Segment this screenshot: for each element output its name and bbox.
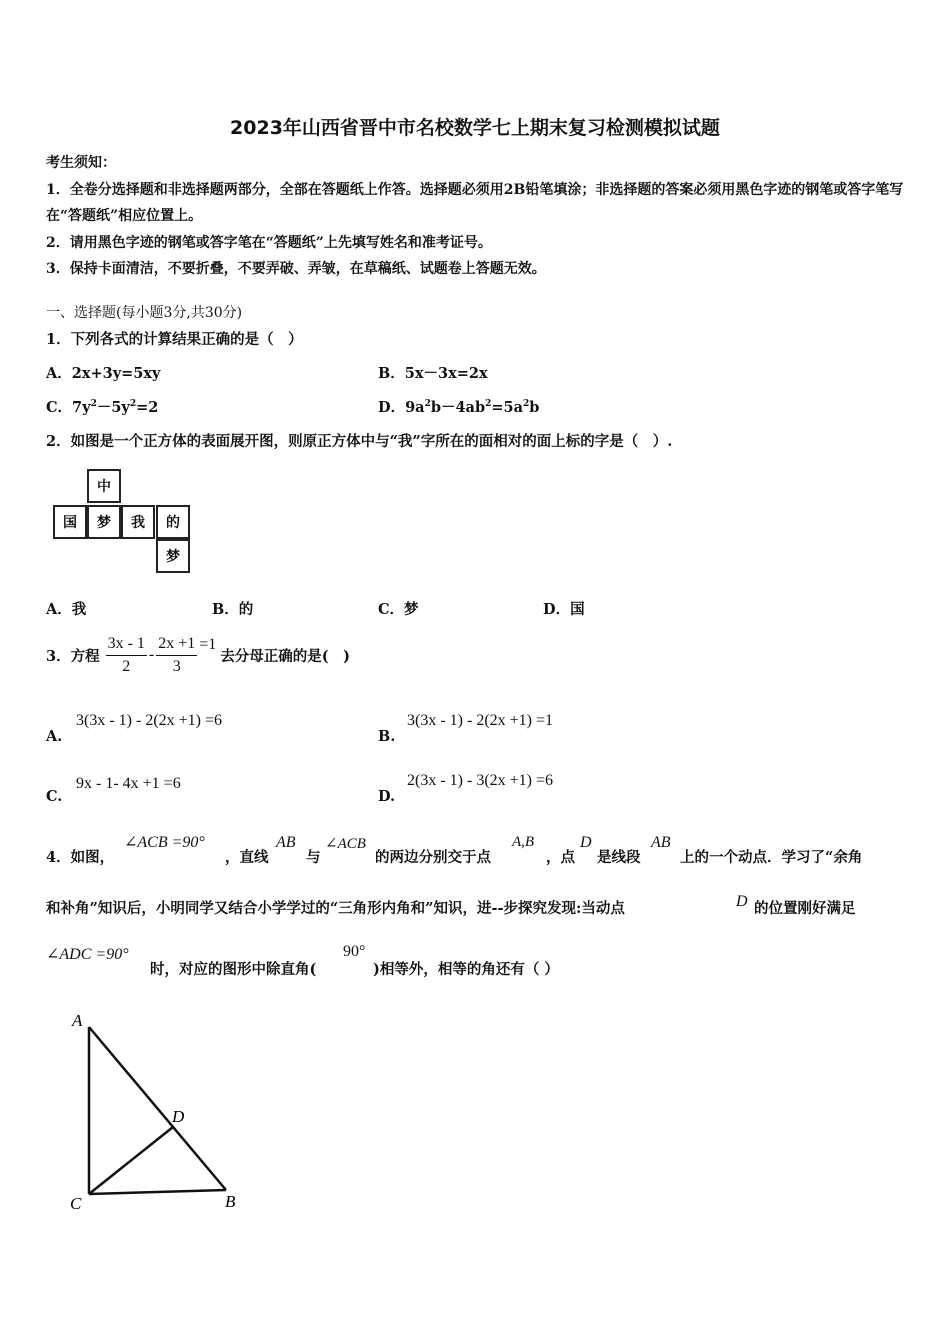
q4-math: ∠ADC =90°: [46, 946, 129, 963]
q4-text: 时，对应的图形中除直角(: [150, 961, 317, 978]
q4-text: 4．如图，: [46, 849, 115, 866]
note-item: 3．保持卡面清洁，不要折叠，不要弄破、弄皱，在草稿纸、试题卷上答题无效。: [46, 261, 546, 277]
rhs: =1: [199, 636, 217, 653]
q4-math: ∠ACB =90°: [124, 834, 205, 851]
point-label-a: A: [72, 1011, 83, 1030]
net-cell: 梦: [156, 539, 190, 573]
q3-option-d-label: D.: [378, 788, 396, 805]
q4-text: ，点: [546, 849, 575, 866]
q1-option-a: A．2x+3y=5xy: [46, 365, 161, 382]
notes-header: 考生须知：: [46, 155, 116, 171]
net-cell: 中: [87, 469, 121, 503]
segment-ab: [89, 1027, 226, 1190]
text: C．7y: [46, 399, 91, 416]
numerator: 2x +1: [156, 633, 197, 656]
segment-cd: [89, 1127, 173, 1194]
q2-option-d: D．国: [543, 601, 585, 618]
q3-option-d: 2(3x - 1) - 3(2x +1) =6: [407, 772, 554, 789]
point-label-d: D: [172, 1107, 185, 1126]
point-label-b: B: [225, 1192, 236, 1211]
q3-option-c-label: C.: [46, 788, 63, 805]
minus-sign: -: [148, 646, 155, 663]
q4-text: 的位置刚好满足: [754, 900, 856, 917]
q4-text: 的两边分别交于点: [375, 849, 491, 866]
q4-text: 与: [306, 849, 321, 866]
q4-math: AB: [276, 834, 296, 851]
note-item: 2．请用黑色字迹的钢笔或答字笔在“答题纸”上先填写姓名和准考证号。: [46, 234, 492, 251]
net-cell: 梦: [87, 505, 121, 539]
sup: 2: [523, 399, 530, 410]
numerator: 3x - 1: [106, 633, 147, 656]
exam-notes: [46, 150, 906, 283]
q1-option-d: [378, 396, 539, 417]
text: D．9a: [378, 399, 425, 416]
fraction: [156, 633, 197, 678]
q4-math: ∠ACB: [325, 836, 366, 852]
q2-option-a: A．我: [46, 601, 87, 618]
q2-stem: 2．如图是一个正方体的表面展开图，则原正方体中与“我”字所在的面相对的面上标的字是（ ）.: [46, 433, 673, 450]
q4-math: AB: [651, 834, 671, 851]
section-heading: 一、选择题(每小题3分,共30分): [46, 305, 243, 321]
text: =2: [136, 399, 159, 416]
text: =5a: [491, 399, 523, 416]
q4-math: D: [580, 834, 592, 851]
q4-math: D: [736, 893, 748, 910]
q4-text: )相等外，相等的角还有（ ）: [373, 961, 559, 978]
q1-option-b: B．5x－3x=2x: [378, 365, 488, 382]
q2-option-b: B．的: [212, 601, 254, 618]
q3-option-b-label: B.: [378, 728, 396, 745]
q3-option-c: 9x - 1- 4x +1 =6: [76, 775, 181, 792]
q3-option-a-label: A.: [46, 728, 63, 745]
q3-stem: [46, 630, 350, 680]
segment-cb: [89, 1190, 226, 1194]
q4-text: 上的一个动点．学习了“余角: [680, 849, 863, 866]
page-title: 2023年山西省晋中市名校数学七上期末复习检测模拟试题: [230, 117, 720, 139]
net-cell: 的: [156, 505, 190, 539]
q3-option-b: 3(3x - 1) - 2(2x +1) =1: [407, 712, 554, 729]
text: b－4ab: [430, 399, 486, 416]
net-cell: 国: [53, 505, 87, 539]
q4-text: 和补角”知识后，小明同学又结合小学学过的“三角形内角和”知识，进--步探究发现:当动点: [46, 900, 625, 917]
q3-equation: [104, 633, 217, 678]
q1-stem: 1．下列各式的计算结果正确的是（ ）: [46, 331, 303, 348]
note-item: 1．全卷分选择题和非选择题两部分，全部在答题纸上作答。选择题必须用2B铅笔填涂；非选择题的答案必须用黑色字迹的钢笔或答字笔写在“答题纸”相应位置上。: [46, 181, 904, 224]
triangle-figure: [60, 1000, 260, 1220]
sup: 2: [424, 399, 431, 410]
q3-tail: 去分母正确的是( ): [220, 647, 351, 665]
q4-math: A,B: [512, 834, 535, 850]
fraction: [106, 633, 147, 678]
sup: 2: [485, 399, 492, 410]
point-label-c: C: [70, 1194, 82, 1213]
q3-label: 3．方程: [46, 647, 100, 665]
q4-math: 90°: [343, 943, 366, 960]
q3-option-a: 3(3x - 1) - 2(2x +1) =6: [76, 712, 223, 729]
q2-option-c: C．梦: [378, 601, 419, 618]
text: －5y: [96, 399, 130, 416]
q4-text: 是线段: [597, 849, 641, 866]
denominator: 3: [172, 657, 181, 675]
q1-option-c: [46, 396, 158, 417]
sup: 2: [90, 399, 97, 410]
text: b: [529, 399, 540, 416]
sup: 2: [129, 399, 137, 410]
denominator: 2: [122, 657, 131, 675]
net-cell: 我: [121, 505, 155, 539]
q4-text: ，直线: [225, 849, 269, 866]
